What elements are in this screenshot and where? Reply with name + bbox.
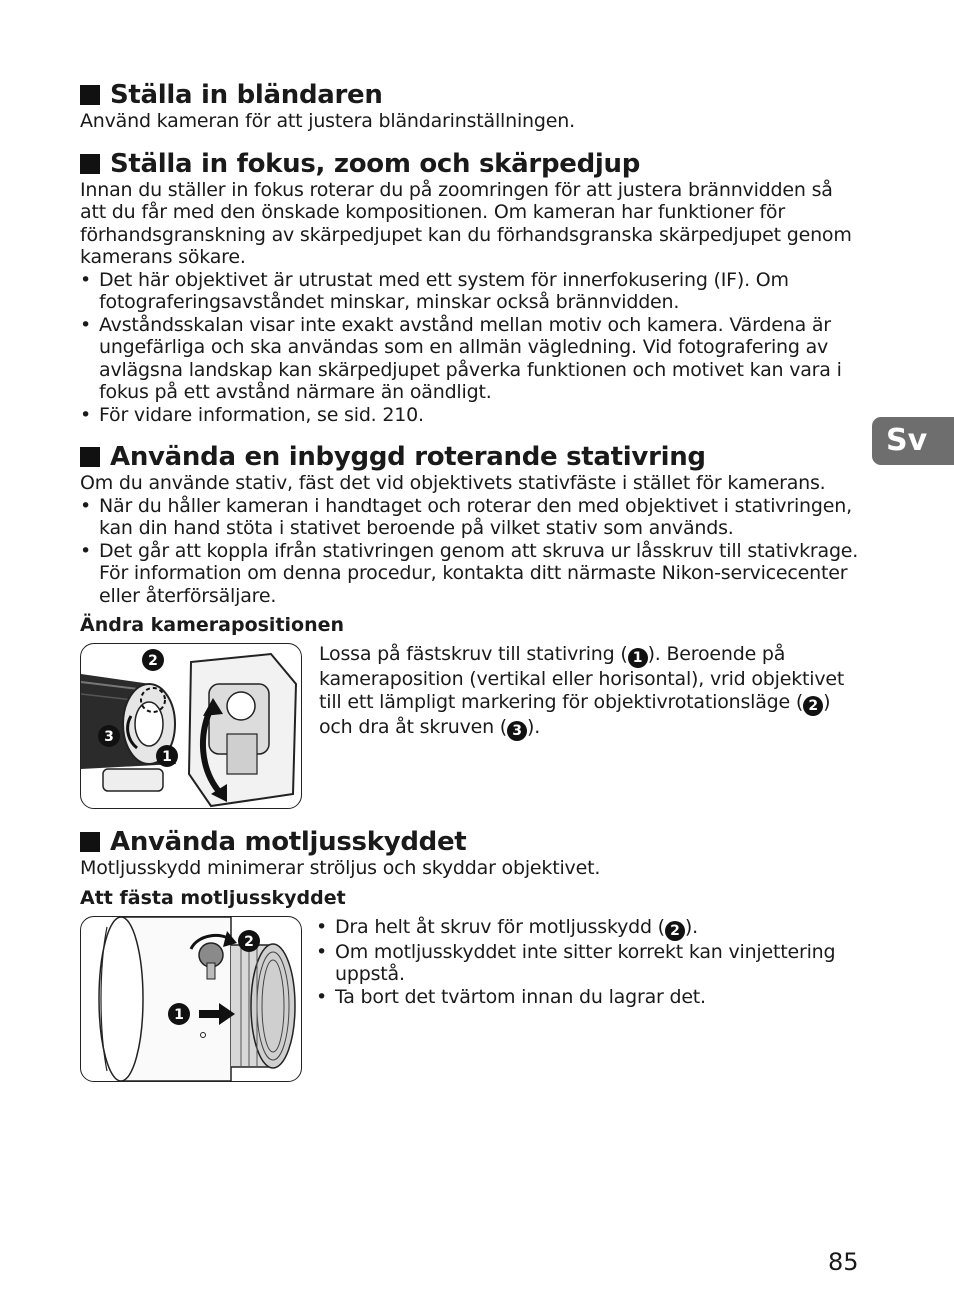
text-run: ). <box>684 915 698 938</box>
paragraph: Använd kameran för att justera bländarinställningen. <box>80 110 575 132</box>
heading-text: Använda motljusskyddet <box>110 827 467 857</box>
section-heading <box>80 80 860 110</box>
section-lens-hood <box>80 827 860 1082</box>
text-run: Dra helt åt skruv för motljusskydd ( <box>335 915 665 938</box>
lens-hood-illustration <box>80 916 302 1082</box>
list-item: • Det här objektivet är utrustat med ett system för innerfokusering (IF). Om fotograferingsavståndet minskar, minskar också brännvidden. <box>80 269 860 314</box>
language-tab: Sv <box>872 417 954 465</box>
paragraph: Motljusskydd minimerar ströljus och skyddar objektivet. <box>80 857 601 879</box>
list-item: • För vidare information, se sid. 210. <box>80 404 860 427</box>
paragraph: Om du använde stativ, fäst det vid objektivets stativfäste i stället för kamerans. <box>80 472 826 494</box>
bullet-list <box>80 269 860 427</box>
list-item: • Det går att koppla ifrån stativringen genom att skruva ur låsskruv till stativkrage. För information om denna procedur, kontakta ditt närmaste Nikon-servicecenter eller återförsäljare. <box>80 540 860 608</box>
lens-hood-diagram <box>81 917 301 1081</box>
section-heading <box>80 442 860 472</box>
square-bullet-icon <box>80 85 100 105</box>
section-heading <box>80 827 860 857</box>
section-heading <box>80 149 860 179</box>
subheading: Att fästa motljusskyddet <box>80 886 346 909</box>
camera-rotation-illustration <box>80 643 302 809</box>
heading-text: Använda en inbyggd roterande stativring <box>110 442 706 472</box>
bullet-list <box>80 495 860 608</box>
text-run: Lossa på fästskruv till stativring ( <box>319 643 628 665</box>
marker-3: 3 <box>104 729 114 745</box>
list-item <box>316 916 860 941</box>
step-2-icon: 2 <box>665 921 685 941</box>
page-number: 85 <box>828 1248 859 1276</box>
heading-text: Ställa in bländaren <box>110 80 383 110</box>
list-item: • Avståndsskalan visar inte exakt avstånd mellan motiv och kamera. Värdena är ungefärliga och ska användas som en allmän vägledning. Vid fotografering av avlägsna landskap kan skärpedjupet påverka funktionen och motivet kan vara i fokus på ett avstånd närmare än oändligt. <box>80 314 860 404</box>
subheading: Ändra kamerapositionen <box>80 614 345 636</box>
text-run: ). <box>527 715 541 738</box>
list-item: • När du håller kameran i handtaget och roterar den med objektivet i stativringen, kan din hand stöta i stativet beroende på vilket stativ som används. <box>80 495 860 540</box>
square-bullet-icon <box>80 154 100 174</box>
step-1-icon: 1 <box>628 648 648 668</box>
text-run: ). Beroende på kameraposition (vertikal eller horisontal), vrid objektivet till ett lämpligt markering för objektivrotationsläge ( <box>319 643 845 713</box>
instruction-text <box>319 643 860 809</box>
step-2-icon: 2 <box>803 696 823 716</box>
marker-1: 1 <box>174 1006 184 1023</box>
heading-text: Ställa in fokus, zoom och skärpedjup <box>110 148 641 179</box>
text-run: ) och dra åt skruven ( <box>319 690 831 738</box>
paragraph: Innan du ställer in fokus roterar du på zoomringen för att justera brännvidden så att du får med den önskade kompositionen. Om kameran har funktioner för förhandsgranskning av skärpedjupet kan du förhandsgranska skärpedjupet genom kamerans sökare. <box>80 178 852 268</box>
square-bullet-icon <box>80 832 100 852</box>
bullet-list <box>316 916 860 1082</box>
list-item: • Om motljusskyddet inte sitter korrekt kan vinjettering uppstå. <box>316 941 860 986</box>
camera-rotation-diagram <box>81 644 301 808</box>
list-item: • Ta bort det tvärtom innan du lagrar det. <box>316 986 860 1009</box>
marker-2: 2 <box>148 653 158 669</box>
page-content <box>80 78 860 1082</box>
step-3-icon: 3 <box>507 721 527 741</box>
square-bullet-icon <box>80 447 100 467</box>
marker-1: 1 <box>162 749 172 765</box>
section-tripod-ring <box>80 442 860 809</box>
section-aperture <box>80 80 860 133</box>
section-focus-zoom <box>80 149 860 427</box>
marker-2: 2 <box>244 933 254 950</box>
